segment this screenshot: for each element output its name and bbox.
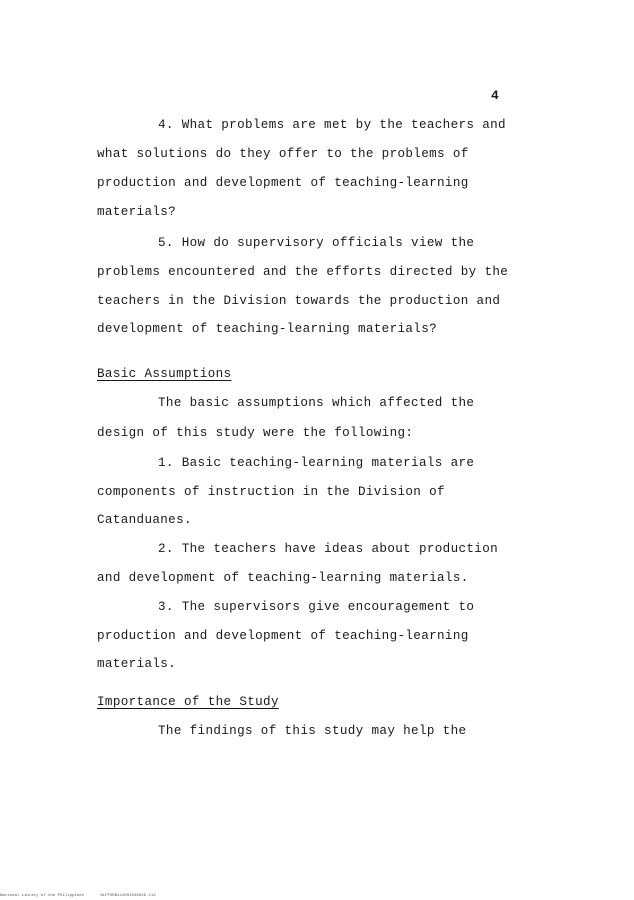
- text-line: 3. The supervisors give encouragement to: [158, 600, 475, 614]
- text-line: The basic assumptions which affected the: [158, 396, 475, 410]
- text-line: production and development of teaching-learning: [97, 629, 469, 643]
- text-line: Catanduanes.: [97, 513, 192, 527]
- text-line: materials.: [97, 657, 177, 671]
- text-line: production and development of teaching-learning: [97, 176, 469, 190]
- section-heading-importance: Importance of the Study: [97, 695, 279, 709]
- footer-library: National Library of the Philippines: [0, 894, 85, 898]
- section-heading-basic-assumptions: Basic Assumptions: [97, 367, 232, 381]
- text-line: 4. What problems are met by the teachers and: [158, 118, 506, 132]
- text-line: development of teaching-learning materials?: [97, 322, 438, 336]
- text-line: components of instruction in the Division of: [97, 485, 445, 499]
- footer-code: NLPTHRB112001030919 113: [100, 894, 156, 898]
- text-line: teachers in the Division towards the production and: [97, 294, 501, 308]
- page-number: 4: [491, 88, 499, 103]
- text-line: what solutions do they offer to the problems of: [97, 147, 469, 161]
- text-line: The findings of this study may help the: [158, 724, 467, 738]
- text-line: problems encountered and the efforts directed by the: [97, 265, 509, 279]
- text-line: design of this study were the following:: [97, 426, 414, 440]
- text-line: and development of teaching-learning materials.: [97, 571, 469, 585]
- text-line: 1. Basic teaching-learning materials are: [158, 456, 475, 470]
- footer-watermark: [0, 894, 170, 898]
- text-line: 5. How do supervisory officials view the: [158, 236, 475, 250]
- text-line: materials?: [97, 205, 177, 219]
- text-line: 2. The teachers have ideas about production: [158, 542, 499, 556]
